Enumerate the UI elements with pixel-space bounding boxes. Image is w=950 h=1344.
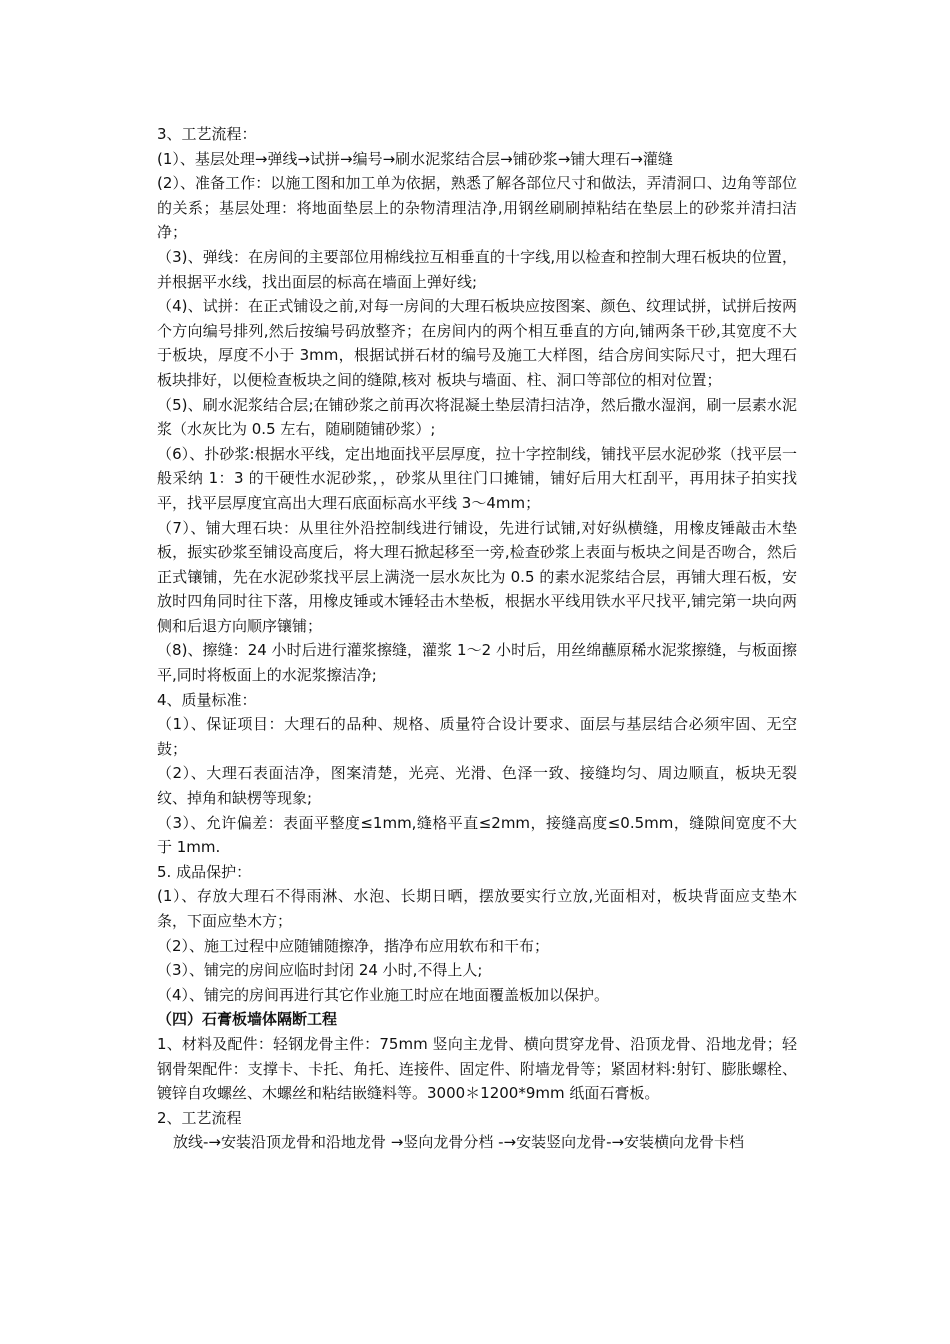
paragraph-process-flow: 放线-→安装沿顶龙骨和沿地龙骨 →竖向龙骨分档 -→安装竖向龙骨-→安装横向龙骨卡档 <box>173 1133 745 1152</box>
paragraph-protection-4: （4）、铺完的房间再进行其它作业施工时应在地面覆盖板加以保护。 <box>157 985 610 1004</box>
document-page <box>157 122 797 1155</box>
section-heading-gypsum-partition: （四）石膏板墙体隔断工程 <box>157 1010 338 1029</box>
paragraph-step-4: （4)、试拼：在正式铺设之前,对每一房间的大理石板块应按图案、颜色、纹理试拼，试拼后按两个方向编号排列,然后按编号码放整齐；在房间内的两个相互垂直的方向,铺两条干砂,其宽度不大于板块，厚度不小于 3mm，根据试拼石材的编号及施工大样图，结合房间实际尺寸，把大理石板块排好，以便检查板块之间的缝隙,核对 板块与墙面、柱、洞口等部位的相对位置； <box>157 297 797 389</box>
paragraph-quality-2: （2）、大理石表面洁净，图案清楚，光亮、光滑、色泽一致、接缝均匀、周边顺直，板块无裂纹、掉角和缺楞等现象; <box>157 764 797 808</box>
heading-process-2: 2、工艺流程 <box>157 1108 242 1127</box>
paragraph-protection-1: (1）、存放大理石不得雨淋、水泡、长期日晒，摆放要实行立放,光面相对，板块背面应支垫木条，下面应垫木方； <box>157 887 797 930</box>
paragraph-step-3: （3)、弹线：在房间的主要部位用棉线拉互相垂直的十字线,用以检查和控制大理石板块的位置，并根据平水线，找出面层的标高在墙面上弹好线; <box>157 247 797 291</box>
paragraph-protection-3: （3）、铺完的房间应临时封闭 24 小时,不得上人; <box>157 961 483 980</box>
heading-process: 3、工艺流程： <box>157 125 257 143</box>
paragraph-step-2: (2）、准备工作：以施工图和加工单为依据，熟悉了解各部位尺寸和做法，弄清洞口、边角等部位的关系；基层处理：将地面垫层上的杂物清理洁净,用钢丝刷刷掉粘结在垫层上的砂浆并清扫洁净； <box>157 174 797 242</box>
paragraph-step-5: （5)、刷水泥浆结合层;在铺砂浆之前再次将混凝土垫层清扫洁净，然后撒水湿润，刷一层素水泥浆（水灰比为 0.5 左右，随刷随铺砂浆）; <box>157 395 797 439</box>
paragraph-protection-2: （2）、施工过程中应随铺随擦净，揩净布应用软布和干布； <box>157 936 550 955</box>
paragraph-quality-1: （1）、保证项目：大理石的品种、规格、质量符合设计要求、面层与基层结合必须牢固、无空鼓； <box>157 715 797 758</box>
paragraph-step-7: （7）、铺大理石块：从里往外沿控制线进行铺设，先进行试铺,对好纵横缝，用橡皮锤敲击木垫板，振实砂浆至铺设高度后，将大理石掀起移至一旁,检查砂浆上表面与板块之间是否吻合，然后正式镶铺，先在水泥砂浆找平层上满浇一层水灰比为 0.5 的素水泥浆结合层，再铺大理石板，安放时四角同时往下落，用橡皮锤或木锤轻击木垫板，根据水平线用铁水平尺找平,铺完第一块向两侧和后退方向顺序镶铺； <box>157 518 797 635</box>
heading-product-protection: 5. 成品保护： <box>157 862 252 881</box>
paragraph-step-8: （8)、擦缝：24 小时后进行灌浆擦缝，灌浆 1～2 小时后，用丝绵蘸原稀水泥浆擦缝，与板面擦平,同时将板面上的水泥浆擦洁净; <box>157 641 797 685</box>
paragraph-step-6: （6）、扑砂浆:根据水平线，定出地面找平层厚度，拉十字控制线，铺找平层水泥砂浆（找平层一般采纳 1：3 的干硬性水泥砂浆，，砂浆从里往门口摊铺，铺好后用大杠刮平，再用抹子拍实找平，找平层厚度宜高出大理石底面标高水平线 3～4mm； <box>157 444 797 512</box>
paragraph-step-1: (1）、基层处理→弹线→试拼→编号→刷水泥浆结合层→铺砂浆→铺大理石→灌缝 <box>157 149 673 168</box>
paragraph-quality-3: （3）、允许偏差：表面平整度≤1mm,缝格平直≤2mm，接缝高度≤0.5mm，缝隙间宽度不大于 1mm. <box>157 813 797 857</box>
heading-quality-standard: 4、质量标准： <box>157 690 257 709</box>
paragraph-materials: 1、材料及配件：轻钢龙骨主件：75mm 竖向主龙骨、横向贯穿龙骨、沿顶龙骨、沿地龙骨；轻钢骨架配件：支撑卡、卡托、角托、连接件、固定件、附墙龙骨等；紧固材料:射钉、膨胀螺栓、镀锌自攻螺丝、木螺丝和粘结嵌缝料等。3000＊1200*9mm 纸面石膏板。 <box>157 1034 797 1103</box>
